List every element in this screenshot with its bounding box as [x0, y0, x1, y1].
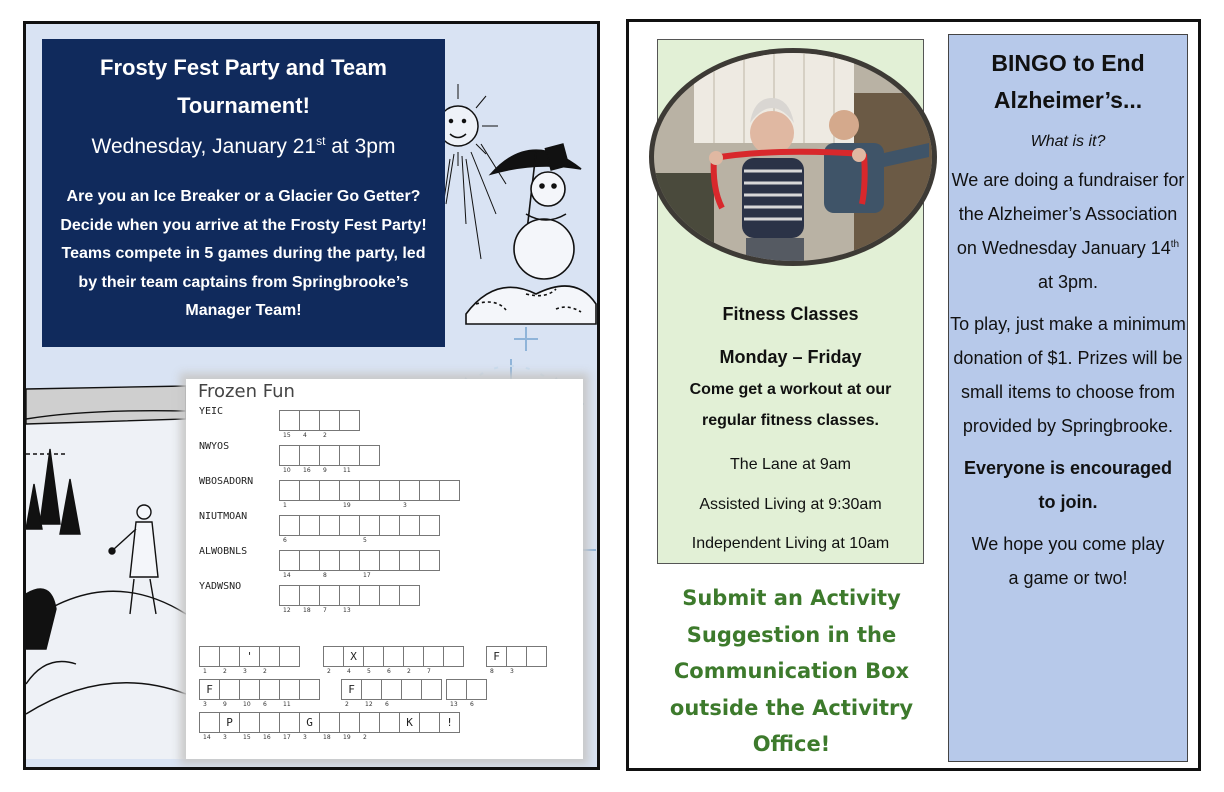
cell-number: 3 — [403, 502, 407, 509]
bingo-question: What is it? — [1030, 133, 1106, 150]
puzzle-cell[interactable]: K — [399, 712, 420, 733]
puzzle-cell[interactable]: G — [299, 712, 320, 733]
puzzle-cell[interactable] — [199, 646, 220, 667]
puzzle-cell[interactable] — [319, 480, 340, 501]
puzzle-cell[interactable] — [339, 550, 360, 571]
scrambled-word: WBOSADORN — [199, 476, 254, 487]
puzzle-cell[interactable] — [399, 480, 420, 501]
phrase-word-cells[interactable] — [199, 679, 319, 700]
cell-number: 15 — [243, 734, 251, 741]
puzzle-cell[interactable] — [419, 712, 440, 733]
cell-number: 6 — [283, 537, 287, 544]
puzzle-cell[interactable] — [419, 515, 440, 536]
cell-number: 13 — [450, 701, 458, 708]
puzzle-cell[interactable] — [259, 646, 280, 667]
cell-number: 3 — [510, 668, 514, 675]
scrambled-word: YADWSNO — [199, 581, 242, 592]
schedule-assisted-living: Assisted Living at 9:30am — [699, 496, 882, 513]
puzzle-cell[interactable] — [359, 585, 380, 606]
scrambled-word: YEIC — [199, 406, 224, 417]
cell-number: 19 — [343, 734, 351, 741]
puzzle-cell[interactable]: F — [486, 646, 507, 667]
puzzle-cell[interactable] — [279, 410, 300, 431]
puzzle-cell[interactable] — [299, 679, 320, 700]
cell-number: 2 — [327, 668, 331, 675]
cell-number: 1 — [283, 502, 287, 509]
puzzle-cell[interactable] — [259, 712, 280, 733]
bingo-fundraiser-details: We are doing a fundraiser for the Alzheimer’s Association on Wednesday January 14th at 3pm. — [951, 170, 1185, 292]
puzzle-cell[interactable] — [339, 712, 360, 733]
puzzle-cell[interactable] — [359, 515, 380, 536]
puzzle-cell[interactable] — [339, 410, 360, 431]
cell-number: 17 — [363, 572, 371, 579]
puzzle-title: Frozen Fun — [198, 381, 295, 402]
cell-number: 2 — [363, 734, 367, 741]
puzzle-cell[interactable] — [526, 646, 547, 667]
cell-number: 2 — [323, 432, 327, 439]
puzzle-cell[interactable] — [339, 515, 360, 536]
puzzle-cell[interactable] — [379, 480, 400, 501]
word-scramble-puzzle — [186, 379, 583, 759]
puzzle-cell[interactable] — [279, 550, 300, 571]
bingo-encouragement: Everyone is encouraged to join. — [963, 458, 1173, 512]
puzzle-cell[interactable] — [279, 480, 300, 501]
fitness-classes-box — [657, 39, 924, 564]
puzzle-cell[interactable] — [299, 585, 320, 606]
puzzle-cell[interactable] — [199, 712, 220, 733]
cell-number: 13 — [343, 607, 351, 614]
puzzle-cell[interactable] — [363, 646, 384, 667]
cell-number: 5 — [367, 668, 371, 675]
phrase-word-cells[interactable] — [199, 646, 299, 667]
puzzle-cell[interactable] — [279, 585, 300, 606]
cell-number: 11 — [343, 467, 351, 474]
puzzle-cell[interactable] — [359, 480, 380, 501]
puzzle-cell[interactable] — [439, 480, 460, 501]
puzzle-cell[interactable] — [279, 515, 300, 536]
cell-number: 2 — [407, 668, 411, 675]
puzzle-cell[interactable] — [279, 712, 300, 733]
cell-number: 18 — [323, 734, 331, 741]
puzzle-cell[interactable] — [299, 550, 320, 571]
cell-number: 18 — [303, 607, 311, 614]
puzzle-cell[interactable] — [359, 550, 380, 571]
cell-number: 6 — [263, 701, 267, 708]
cell-number: 10 — [243, 701, 251, 708]
puzzle-cell[interactable] — [319, 712, 340, 733]
phrase-word-cells[interactable] — [199, 712, 459, 733]
cell-number: 9 — [323, 467, 327, 474]
cell-number: 2 — [223, 668, 227, 675]
puzzle-cell[interactable] — [339, 585, 360, 606]
cell-number: 8 — [323, 572, 327, 579]
word-answer-cells[interactable] — [279, 410, 359, 431]
cell-number: 11 — [283, 701, 291, 708]
puzzle-cell[interactable]: P — [219, 712, 240, 733]
puzzle-cell[interactable] — [239, 679, 260, 700]
cell-number: 2 — [345, 701, 349, 708]
fitness-tagline: Come get a workout at our regular fitness classes. — [689, 381, 892, 429]
schedule-lane: The Lane at 9am — [730, 456, 851, 473]
puzzle-cell[interactable] — [279, 445, 300, 466]
puzzle-cell[interactable]: F — [199, 679, 220, 700]
puzzle-cell[interactable] — [446, 679, 467, 700]
cell-number: 16 — [263, 734, 271, 741]
puzzle-cell[interactable] — [383, 646, 404, 667]
puzzle-cell[interactable] — [443, 646, 464, 667]
puzzle-cell[interactable] — [399, 550, 420, 571]
word-answer-cells[interactable] — [279, 515, 439, 536]
snowman-icon — [466, 144, 596, 324]
puzzle-cell[interactable] — [359, 712, 380, 733]
puzzle-cell[interactable] — [319, 445, 340, 466]
puzzle-cell[interactable] — [381, 679, 402, 700]
puzzle-cell[interactable] — [359, 445, 380, 466]
phrase-word-cells[interactable] — [446, 679, 486, 700]
puzzle-cell[interactable] — [506, 646, 527, 667]
activity-suggestion-notice: Submit an Activity Suggestion in the Communication Box outside the Activitry Office! — [669, 586, 914, 756]
puzzle-cell[interactable] — [319, 515, 340, 536]
scrambled-word: ALWOBNLS — [199, 546, 248, 557]
phrase-word-cells[interactable] — [486, 646, 546, 667]
phrase-word-cells[interactable] — [341, 679, 441, 700]
puzzle-cell[interactable] — [219, 646, 240, 667]
puzzle-cell[interactable] — [279, 679, 300, 700]
puzzle-cell[interactable]: ! — [439, 712, 460, 733]
cell-number: 7 — [323, 607, 327, 614]
cell-number: 7 — [427, 668, 431, 675]
puzzle-cell[interactable] — [379, 712, 400, 733]
frosty-fest-announcement — [42, 39, 445, 347]
puzzle-cell[interactable] — [379, 550, 400, 571]
cell-number: 3 — [243, 668, 247, 675]
cell-number: 16 — [303, 467, 311, 474]
puzzle-cell[interactable]: X — [343, 646, 364, 667]
puzzle-cell[interactable] — [299, 515, 320, 536]
puzzle-cell[interactable] — [379, 585, 400, 606]
puzzle-cell[interactable] — [299, 410, 320, 431]
scrambled-word: NIUTMOAN — [199, 511, 248, 522]
puzzle-cell[interactable] — [319, 410, 340, 431]
cell-number: 17 — [283, 734, 291, 741]
fitness-photo-frame — [649, 48, 937, 266]
cell-number: 6 — [387, 668, 391, 675]
cell-number: 19 — [343, 502, 351, 509]
puzzle-cell[interactable] — [466, 679, 487, 700]
cell-number: 4 — [303, 432, 307, 439]
puzzle-cell[interactable] — [323, 646, 344, 667]
word-answer-cells[interactable] — [279, 445, 379, 466]
puzzle-cell[interactable] — [361, 679, 382, 700]
puzzle-cell[interactable] — [419, 480, 440, 501]
puzzle-cell[interactable] — [259, 679, 280, 700]
bingo-fundraiser-box — [948, 34, 1188, 762]
cell-number: 6 — [470, 701, 474, 708]
puzzle-cell[interactable] — [299, 480, 320, 501]
cell-number: 9 — [223, 701, 227, 708]
puzzle-cell[interactable] — [423, 646, 444, 667]
puzzle-cell[interactable] — [379, 515, 400, 536]
fitness-photo — [654, 53, 932, 261]
frosty-fest-panel — [23, 21, 600, 770]
cell-number: 10 — [283, 467, 291, 474]
puzzle-cell[interactable] — [339, 445, 360, 466]
event-title: Frosty Fest Party and Team Tournament! — [100, 55, 387, 118]
bingo-title: BINGO to End Alzheimer’s... — [991, 50, 1145, 113]
word-answer-cells[interactable] — [279, 550, 439, 571]
puzzle-cell[interactable] — [403, 646, 424, 667]
cell-number: 4 — [347, 668, 351, 675]
cell-number: 5 — [363, 537, 367, 544]
cell-number: 1 — [203, 668, 207, 675]
bingo-donation-info: To play, just make a minimum donation of $1. Prizes will be small items to choose from provided by Springbrooke. — [950, 314, 1186, 436]
fitness-title: Fitness Classes — [722, 304, 859, 324]
phrase-word-cells[interactable] — [323, 646, 463, 667]
puzzle-cell[interactable] — [239, 712, 260, 733]
schedule-independent-living: Independent Living at 10am — [691, 535, 890, 552]
puzzle-cell[interactable] — [219, 679, 240, 700]
puzzle-cell[interactable]: F — [341, 679, 362, 700]
snowball-fight-scene — [26, 386, 186, 759]
puzzle-cell[interactable] — [419, 550, 440, 571]
fitness-days: Monday – Friday — [719, 347, 862, 367]
puzzle-cell[interactable] — [319, 585, 340, 606]
puzzle-cell[interactable] — [399, 585, 420, 606]
cell-number: 3 — [203, 701, 207, 708]
cell-number: 15 — [283, 432, 291, 439]
puzzle-cell[interactable]: ' — [239, 646, 260, 667]
puzzle-cell[interactable] — [401, 679, 422, 700]
puzzle-cell[interactable] — [421, 679, 442, 700]
puzzle-cell[interactable] — [339, 480, 360, 501]
cell-number: 3 — [303, 734, 307, 741]
activities-panel — [626, 19, 1201, 771]
cell-number: 12 — [283, 607, 291, 614]
bingo-closing: We hope you come play a game or two! — [971, 534, 1165, 588]
word-answer-cells[interactable] — [279, 480, 459, 501]
cell-number: 6 — [385, 701, 389, 708]
event-description: Are you an Ice Breaker or a Glacier Go Getter? Decide when you arrive at the Frosty Fest Party! Teams compete in 5 games during the party, led by their team captains from Springbrooke’s Manager Team! — [60, 188, 427, 319]
puzzle-cell[interactable] — [319, 550, 340, 571]
scrambled-word: NWYOS — [199, 441, 230, 452]
cell-number: 14 — [203, 734, 211, 741]
puzzle-cell[interactable] — [399, 515, 420, 536]
cell-number: 8 — [490, 668, 494, 675]
cell-number: 3 — [223, 734, 227, 741]
event-date: Wednesday, January 21st at 3pm — [91, 134, 396, 158]
cell-number: 14 — [283, 572, 291, 579]
puzzle-cell[interactable] — [299, 445, 320, 466]
word-answer-cells[interactable] — [279, 585, 419, 606]
cell-number: 2 — [263, 668, 267, 675]
cell-number: 12 — [365, 701, 373, 708]
puzzle-cell[interactable] — [279, 646, 300, 667]
